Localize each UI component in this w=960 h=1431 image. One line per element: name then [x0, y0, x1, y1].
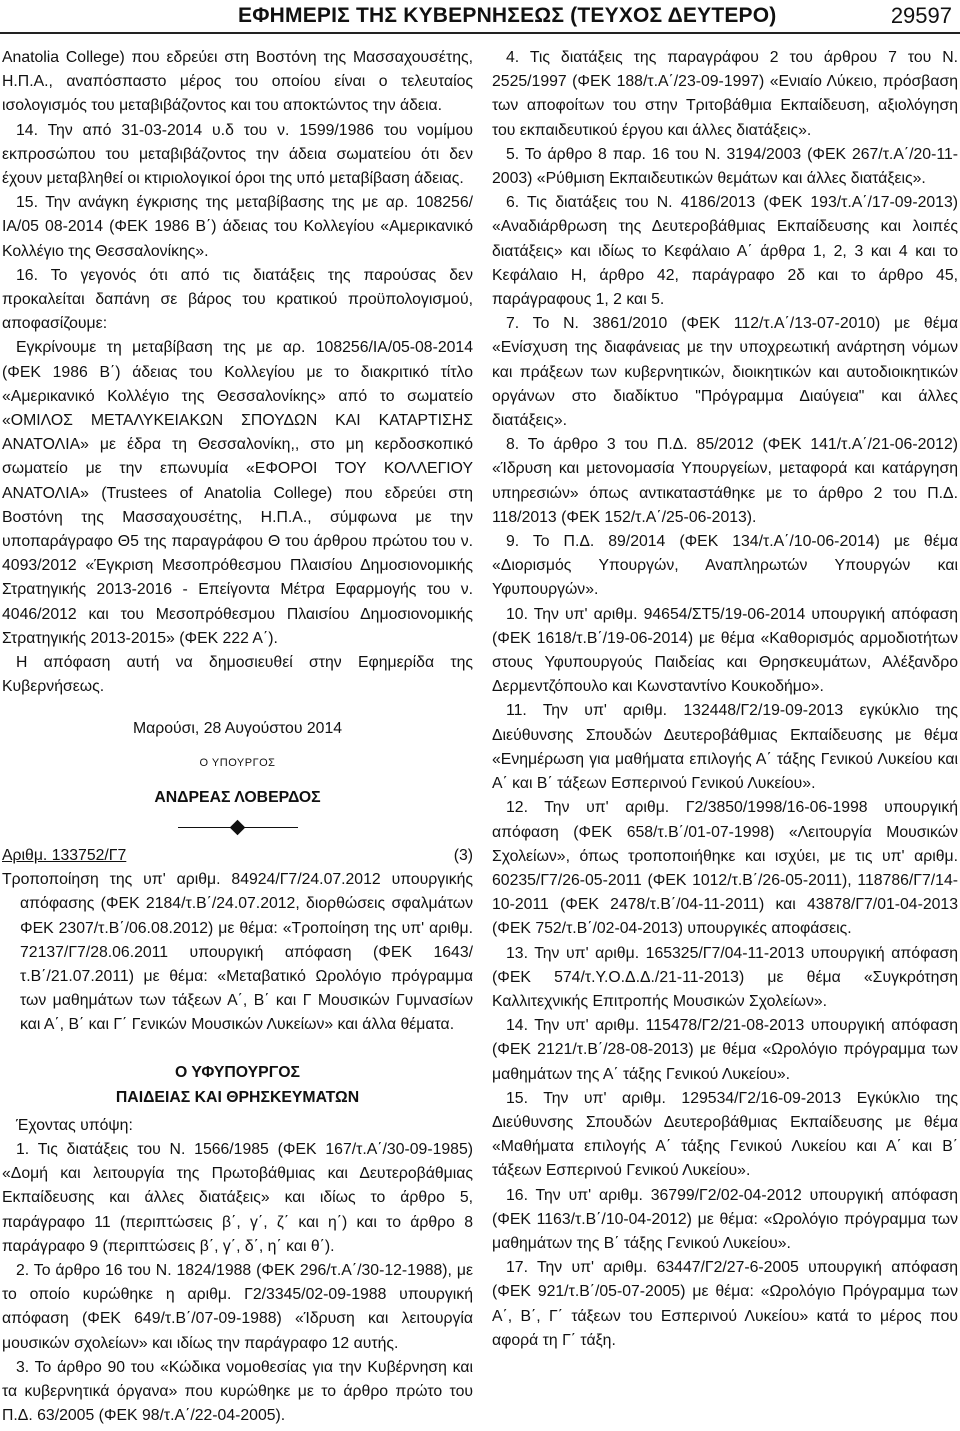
decision-subject: Τροποποίηση της υπ' αριθμ. 84924/Γ7/24.07.2012 υπουργικής απόφασης (ΦΕΚ 2184/τ.Β΄/24.07.2012, διορθώσεις σφαλμάτων ΦΕΚ 2307/τ.Β΄/06.08.2012) με θέμα: «Τροποίηση της υπ' αριθμ. 72137/Γ7/28.06.2011 υπουργική απόφαση (ΦΕΚ 1643/τ.Β΄/21.07.2011) με θέμα: «Μεταβατικό Ωρολόγιο πρόγραμμα των μαθημάτων των τάξεων Α΄, Β΄ και Γ Μουσικών Γυμνασίων και Α΄, Β΄ και Γ΄ Γενικών Μουσικών Λυκείων» και άλλα θέματα.	[2, 871, 473, 1034]
list-item: 14. Την υπ' αριθμ. 115478/Γ2/21-08-2013 υπουργική απόφαση (ΦΕΚ 2121/τ.Β΄/28-08-2013) με θέμα «Ωρολόγιο πρόγραμμα των μαθημάτων της Α΄ τάξης Γενικού Λυκείου».	[492, 1017, 958, 1083]
list-item: 6. Τις διατάξεις του Ν. 4186/2013 (ΦΕΚ 193/τ.Α΄/17-09-2013) «Αναδιάρθρωση της Δευτεροβάθμιας Εκπαίδευσης και λοιπές διατάξεις» και ιδίως το Κεφάλαιο Α΄ άρθρα 1, 2, 3 και 4 και το Κεφάλαιο Η, άρθρο 42, παράγραφο 2δ και το άρθρο 45, παράγραφους 1, 2 και 5.	[492, 194, 958, 309]
left-column	[2, 46, 473, 1428]
signer-name: ΑΝΔΡΕΑΣ ΛΟΒΕΡΔΟΣ	[154, 788, 321, 806]
list-item: 15. Την υπ' αριθμ. 129534/Γ2/16-09-2013 Εγκύκλιο της Διεύθυνσης Σπουδών Δευτεροβάθμιας Εκπαίδευσης με θέμα «Μαθήματα επιλογής Α΄ τάξης Γενικού Λυκείου και Α΄ και Β΄ τάξεων Εσπερινού Γενικού Λυκείου».	[492, 1089, 958, 1180]
list-item: 4. Τις διατάξεις της παραγράφου 2 του άρθρου 7 του Ν. 2525/1997 (ΦΕΚ 188/τ.Α΄/23-09-1997) «Ενιαίο Λύκειο, πρόσβαση των αποφοίτων του στην Τριτοβάθμια Εκπαίδευση, αξιολόγηση του εκπαιδευτικού έργου και άλλες διατάξεις».	[492, 49, 958, 139]
list-item: 3. Το άρθρο 90 του «Κώδικα νομοθεσίας για την Κυβέρνηση και τα κυβερνητικά όργανα» που κυρώθηκε με το άρθρο πρώτο του Π.Δ. 63/2005 (ΦΕΚ 98/τ.Α΄/22-04-2005).	[2, 1358, 473, 1425]
diamond-ornament-icon	[230, 820, 246, 836]
minister-title: Ο ΥΦΥΠΟΥΡΓΟΣ	[175, 1063, 300, 1081]
section-divider	[2, 816, 473, 840]
signer-role: Ο ΥΠΟΥΡΓΟΣ	[199, 756, 276, 769]
list-item: 7. Το Ν. 3861/2010 (ΦΕΚ 112/τ.Α΄/13-07-2010) με θέμα «Ενίσχυση της διαφάνειας με την υποχρεωτική ανάρτηση νόμων και πράξεων των κυβερνητικών, διοικητικών και αυτοδιοικητικών οργάνων στο διαδίκτυο "Πρόγραμμα Διαύγεια" και άλλες διατάξεις».	[492, 315, 958, 430]
paragraph: Η απόφαση αυτή να δημοσιευθεί στην Εφημερίδα της Κυβερνήσεως.	[2, 654, 473, 696]
signing-date: Μαρούσι, 28 Αυγούστου 2014	[132, 720, 343, 738]
list-item: 9. Το Π.Δ. 89/2014 (ΦΕΚ 134/τ.Α΄/10-06-2014) με θέμα «Διορισμός Υπουργών, Αναπληρωτών Υπουργών και Υφυπουργών».	[492, 533, 958, 599]
decision-reference	[2, 844, 473, 868]
ministry-name: ΠΑΙΔΕΙΑΣ ΚΑΙ ΘΡΗΣΚΕΥΜΑΤΩΝ	[115, 1088, 360, 1106]
header-rule	[0, 32, 960, 34]
list-item: 11. Την υπ' αριθμ. 132448/Γ2/19-09-2013 εγκύκλιο της Διεύθυνσης Σπουδών Δευτεροβάθμιας Εκπαίδευσης με θέμα «Ενημέρωση για μαθήματα επιλογής Α΄ τάξης Γενικού Λυκείου και Α΄ και Β΄ τάξεων Εσπερινού Γενικού Λυκείου».	[492, 702, 958, 793]
page-number: 29597	[890, 3, 952, 28]
list-item: 12. Την υπ' αριθμ. Γ2/3850/1998/16-06-1998 υπουργική απόφαση (ΦΕΚ 658/τ.Β΄/01-07-1998) «Λειτουργία Μουσικών Σχολείων», όπως τροποποιήθηκε και ισχύει, με τις υπ' αριθμ. 60235/Γ7/26-05-2011 (ΦΕΚ 1012/τ.Β΄/26-05-2011), 118786/Γ7/14-10-2011 (ΦΕΚ 2478/τ.Β΄/04-11-2011) και 43878/Γ7/01-04-2013 (ΦΕΚ 752/τ.Β΄/02-04-2013) υπουργικές αποφάσεις.	[492, 799, 958, 938]
paragraph: 16. Το γεγονός ότι από τις διατάξεις της παρούσας δεν προκαλείται δαπάνη σε βάρος του κρατικού προϋπολογισμού, αποφασίζουμε:	[2, 266, 473, 333]
list-item: 2. Το άρθρο 16 του Ν. 1824/1988 (ΦΕΚ 296/τ.Α΄/30-12-1988), με το οποίο κυρώθηκε η αριθμ. Γ2/3345/02-09-1988 υπουργική απόφαση (ΦΕΚ 649/τ.Β΄/07-09-1988) «Ίδρυση και λειτουργία μουσικών σχολείων» και ιδίως την παράγραφο 12 αυτής.	[2, 1261, 473, 1352]
list-item: 10. Την υπ' αριθμ. 94654/ΣΤ5/19-06-2014 υπουργική απόφαση (ΦΕΚ 1618/τ.Β΄/19-06-2014) με θέμα «Καθορισμός αρμοδιοτήτων στους Υφυπουργούς Παιδείας και Θρησκευμάτων, Αλέξανδρο Δερμεντζόπουλο και Κωνσταντίνο Κουκοδήμο».	[492, 605, 958, 696]
decision-number: Αριθμ. 133752/Γ7	[2, 846, 127, 864]
list-item: 1. Τις διατάξεις του Ν. 1566/1985 (ΦΕΚ 167/τ.Α΄/30-09-1985) «Δομή και λειτουργία της Πρωτοβάθμιας και Δευτεροβάθμιας Εκπαίδευσης και άλλες διατάξεις» και ιδίως το άρθρο 5, παράγραφο 11 (περιπτώσεις β΄, γ΄, ζ΄ και η΄) και το άρθρο 8 παράγραφο 9 (περιπτώσεις β΄, γ΄, δ΄, η΄ και θ΄).	[2, 1140, 473, 1255]
list-item: 13. Την υπ' αριθμ. 165325/Γ7/04-11-2013 υπουργική απόφαση (ΦΕΚ 574/τ.Υ.Ο.Δ.Δ./21-11-2013) με θέμα «Συγκρότηση Καλλιτεχνικής Επιτροπής Μουσικών Σχολείων».	[492, 944, 958, 1010]
paragraph: Anatolia College) που εδρεύει στη Βοστόνη της Μασσαχουσέτης, Η.Π.Α., αναπόσπαστο μέρος του οποίου είναι ο τελευταίος ισολογισμός του μεταβιβάζοντος και του αποκτώντος την άδεια.	[2, 49, 473, 115]
having-considered: Έχοντας υπόψη:	[16, 1116, 133, 1134]
list-item: 16. Την υπ' αριθμ. 36799/Γ2/02-04-2012 υπουργική απόφαση (ΦΕΚ 1163/τ.Β΄/10-04-2012) με θέμα: «Ωρολόγιο πρόγραμμα των μαθημάτων της Β΄ τάξης Γενικού Λυκείου».	[492, 1186, 958, 1252]
paragraph: 15. Την ανάγκη έγκρισης της μεταβίβασης της με αρ. 108256/ΙΑ/05 08-2014 (ΦΕΚ 1986 Β΄) άδειας του Κολλεγίου «Αμερικανικό Κολλέγιο της Θεσσαλονίκης».	[2, 194, 473, 260]
right-column	[492, 46, 958, 1353]
list-item: 8. Το άρθρο 3 του Π.Δ. 85/2012 (ΦΕΚ 141/τ.Α΄/21-06-2012) «Ίδρυση και μετονομασία Υπουργείων, μεταφορά και κατάργηση υπηρεσιών» όπως αντικαταστάθηκε με το άρθρο 2 του Π.Δ. 118/2013 (ΦΕΚ 152/τ.Α΄/25-06-2013).	[492, 436, 958, 526]
paragraph: 14. Την από 31-03-2014 υ.δ του ν. 1599/1986 του νομίμου εκπροσώπου του μεταβιβάζοντος την άδεια σωματείου ότι δεν έχουν μεταβληθεί οι κτιριολογικοί όροι της υπό μεταβίβαση άδειας.	[2, 121, 473, 188]
gazette-title: ΕΦΗΜΕΡΙΣ ΤΗΣ ΚΥΒΕΡΝΗΣΕΩΣ (ΤΕΥΧΟΣ ΔΕΥΤΕΡΟ)	[238, 4, 777, 27]
paragraph: Εγκρίνουμε τη μεταβίβαση της με αρ. 108256/ΙΑ/05-08-2014 (ΦΕΚ 1986 Β΄) άδειας του Κολλεγίου με το διακριτικό τίτλο «Αμερικανικό Κολλέγιο της Θεσσαλονίκης» από το σωματείο «ΟΜΙΛΟΣ ΜΕΤΑΛΥΚΕΙΑΚΩΝ ΣΠΟΥΔΩΝ ΚΑΙ ΚΑΤΑΡΤΙΣΗΣ ΑΝΑΤΟΛΙΑ» με έδρα τη Θεσσαλονίκη,, στο μη κερδοσκοπικό σωματείο με την επωνυμία «ΕΦΟΡΟΙ ΤΟΥ ΚΟΛΛΕΓΙΟΥ ΑΝΑΤΟΛΙΑ» (Trustees of Anatolia College) που εδρεύει στη Βοστόνη της Μασσαχουσέτης, Η.Π.Α., σύμφωνα με την υποπαράγραφο Θ5 της παραγράφου Θ του άρθρου πρώτου του ν. 4093/2012 «Έγκριση Μεσοπρόθεσμου Πλαισίου Δημοσιονομικής Στρατηγικής 2013-2016 - Επείγοντα Μέτρα Εφαρμογής του ν. 4046/2012 και του Μεσοπρόθεσμου Πλαισίου Δημοσιονομικής Στρατηγικής 2013-2015» (ΦΕΚ 222 Α΄).	[2, 339, 473, 647]
decision-index: (3)	[453, 846, 473, 864]
list-item: 5. Το άρθρο 8 παρ. 16 του Ν. 3194/2003 (ΦΕΚ 267/τ.Α΄/20-11-2003) «Ρύθμιση Εκπαιδευτικών θεμάτων και άλλες διατάξεις».	[492, 145, 958, 188]
list-item: 17. Την υπ' αριθμ. 63447/Γ2/27-6-2005 υπουργική απόφαση (ΦΕΚ 921/τ.Β΄/05-07-2005) με θέμα: «Ωρολόγιο Πρόγραμμα των Α΄, Β΄, Γ΄ τάξεων του Εσπερινού Λυκείου» κατά το μέρος που αφορά τη Γ΄ τάξη.	[492, 1259, 958, 1349]
page-header	[0, 0, 960, 40]
